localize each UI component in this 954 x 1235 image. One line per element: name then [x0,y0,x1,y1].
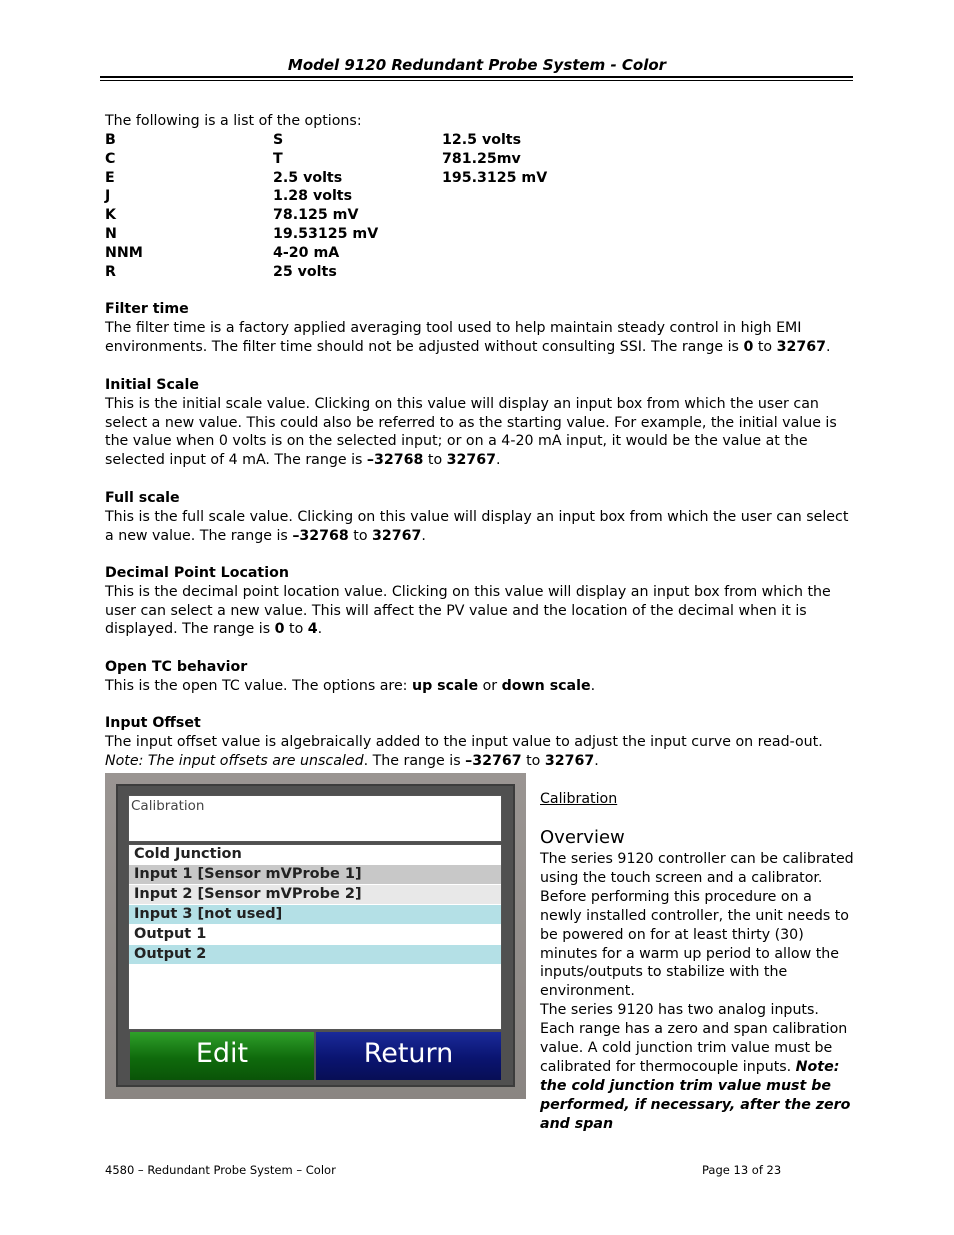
menu-item-output-2[interactable]: Output 2 [129,945,501,964]
overview-heading: Overview [540,827,625,848]
footer-page-number: Page 13 of 23 [702,1163,782,1177]
section-filter-time [105,300,853,356]
footer-left: 4580 – Redundant Probe System – Color [105,1163,336,1177]
option-item: 78.125 mV [273,207,359,224]
section-text: This is the decimal point location value. Clicking on this value will display an input box from which the user can select a new value. This will affect the PV value and the location of the decimal when it is displayed. The range is 0 to 4. [105,583,831,638]
options-intro: The following is a list of the options: [105,113,362,129]
return-button[interactable]: Return [316,1032,501,1080]
calibration-paragraph-1: The series 9120 controller can be calibrated using the touch screen and a calibrator. Before performing this procedure on a newly installed controller, the unit needs to be powered on for at least thirty (30) minutes for a warm up period to allow the inputs/outputs to stabilize with the environment. [540,851,854,1000]
section-full-scale [105,489,853,545]
option-item: 781.25mv [442,150,521,167]
section-text: The input offset value is algebraically added to the input value to adjust the input curve on read-out. Note: The input offsets are unscaled. The range is –32767 to 32767. [105,733,823,769]
option-item: T [273,150,283,167]
options-col-2 [273,131,378,281]
option-item: 25 volts [273,263,337,280]
section-heading: Input Offset [105,715,201,731]
screen-title-box [128,795,502,842]
calibration-link[interactable]: Calibration [540,791,618,807]
menu-item-cold-junction[interactable]: Cold Junction [129,845,501,864]
menu-item-input-3[interactable]: Input 3 [not used] [129,905,501,924]
section-text: This is the initial scale value. Clicking on this value will display an input box from which the user can select a new value. This could also be referred to as the starting value. For example, the initial value is the value when 0 volts is on the selected input; or on a 4-20 mA input, it would be the value at the selected input of 4 mA. The range is –32768 to 32767. [105,395,837,469]
menu-item-input-2[interactable]: Input 2 [Sensor mVProbe 2] [129,885,501,904]
options-col-3 [442,131,547,187]
section-heading: Full scale [105,490,180,506]
option-item: J [105,188,111,205]
option-item: 2.5 volts [273,169,343,186]
section-heading: Filter time [105,301,189,317]
edit-button[interactable]: Edit [130,1032,314,1080]
option-item: 19.53125 mV [273,225,379,242]
option-item: N [105,225,117,242]
screen-title: Calibration [131,798,205,814]
section-text: This is the full scale value. Clicking on this value will display an input box from which the user can select a new value. The range is –32768 to 32767. [105,508,849,544]
calibration-paragraph-2: The series 9120 has two analog inputs. Each range has a zero and span calibration value. A cold junction trim value must be calibrated for thermocouple inputs. Note: the cold junction trim value must be performed, if necessary, after the zero and span [540,1002,851,1132]
options-col-1 [105,131,143,281]
option-item: NNM [105,244,143,261]
option-item: K [105,207,116,224]
header-title: Model 9120 Redundant Probe System - Color [287,56,667,74]
option-item: C [105,150,116,167]
section-open-tc [105,658,853,696]
header-rule-thin [100,80,853,81]
header-rule [100,76,853,78]
section-heading: Decimal Point Location [105,565,289,581]
menu-item-input-1[interactable]: Input 1 [Sensor mVProbe 1] [129,865,501,884]
calibration-menu-list [128,844,502,1030]
option-item: 4-20 mA [273,244,340,261]
section-text: The filter time is a factory applied averaging tool used to help maintain steady control in high EMI environments. The filter time should not be adjusted without consulting SSI. The range is 0 to 32767. [105,319,831,355]
option-item: E [105,169,115,186]
option-item: B [105,132,116,148]
option-item: S [273,132,284,148]
option-item: R [105,263,116,280]
menu-item-output-1[interactable]: Output 1 [129,925,501,944]
option-item: 1.28 volts [273,188,353,205]
option-item: 195.3125 mV [442,169,548,186]
calibration-body [540,850,856,1134]
section-heading: Open TC behavior [105,659,248,675]
section-text: This is the open TC value. The options are: up scale or down scale. [105,677,596,694]
section-decimal-point [105,564,853,639]
section-initial-scale [105,376,853,470]
section-input-offset [105,714,853,770]
option-item: 12.5 volts [442,132,522,148]
section-heading: Initial Scale [105,377,199,393]
